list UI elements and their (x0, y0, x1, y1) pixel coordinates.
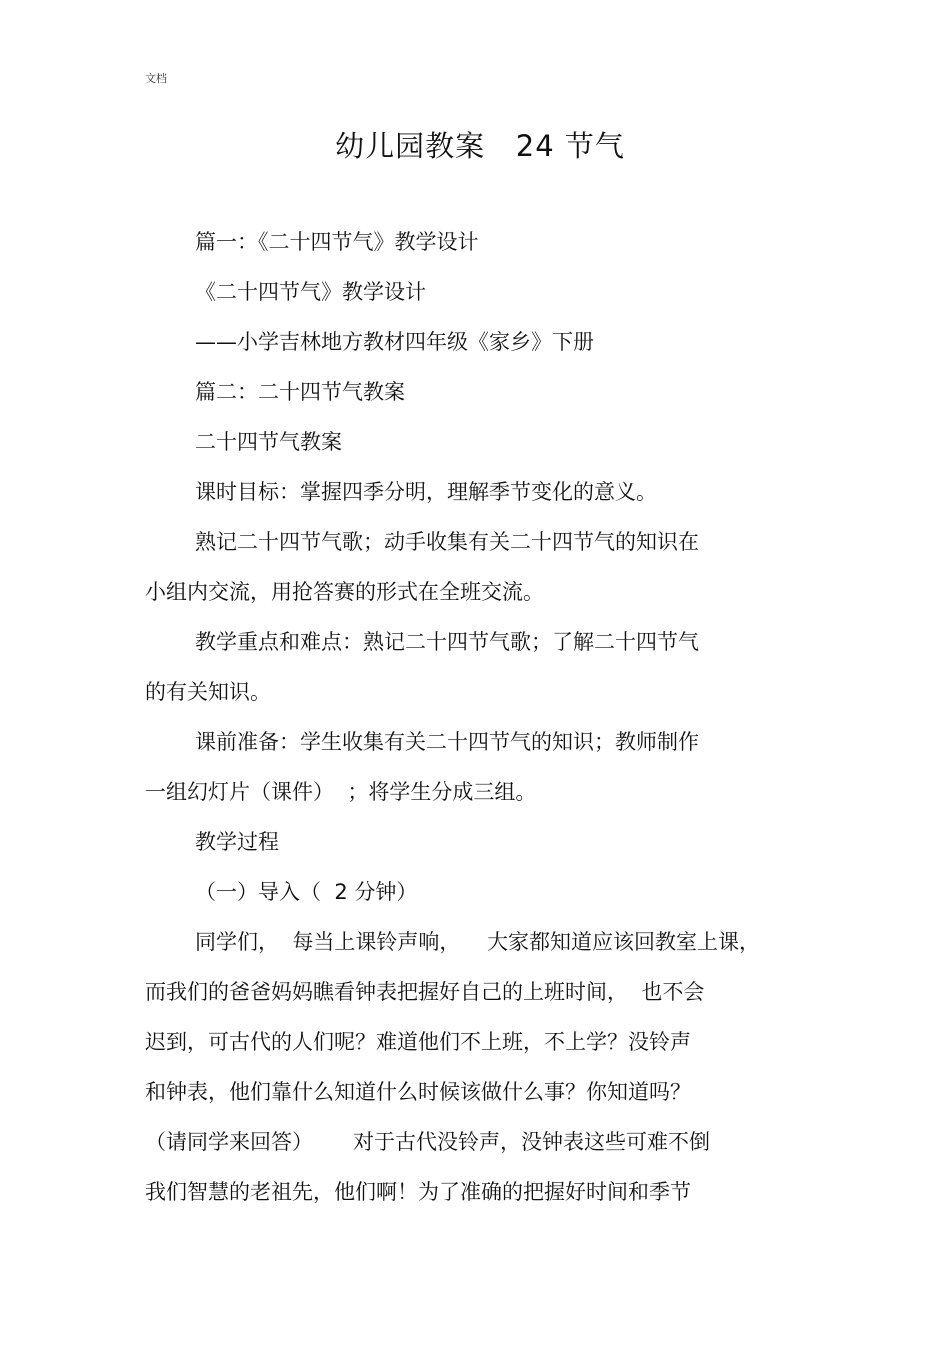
document-title: 幼儿园教案 24 节气 (335, 129, 625, 163)
text-line: （请同学来回答） 对于古代没铃声，没钟表这些可难不倒 (145, 1130, 711, 1154)
text-line: 一组幻灯片（课件） ；将学生分成三组。 (145, 780, 537, 804)
text-line: 和钟表，他们靠什么知道什么时候该做什么事？你知道吗？ (145, 1080, 691, 1104)
text-line: 小组内交流，用抢答赛的形式在全班交流。 (145, 580, 544, 604)
text-line: 教学过程 (195, 830, 279, 854)
text-line: 熟记二十四节气歌；动手收集有关二十四节气的知识在 (195, 530, 699, 554)
text-line: 同学们， 每当上课铃声响， 大家都知道应该回教室上课， (195, 930, 761, 954)
text-line: 迟到，可古代的人们呢？难道他们不上班，不上学？没铃声 (145, 1030, 691, 1054)
text-line: 篇一：《二十四节气》教学设计 (195, 230, 479, 254)
text-line: 二十四节气教案 (195, 430, 342, 454)
text-line: （一）导入（ 2 分钟） (195, 880, 418, 904)
text-line: 篇二：二十四节气教案 (195, 380, 405, 404)
text-line: 课前准备：学生收集有关二十四节气的知识；教师制作 (195, 730, 699, 754)
text-line: 我们智慧的老祖先，他们啊！为了准确的把握好时间和季节 (145, 1180, 691, 1204)
text-line: 《二十四节气》教学设计 (195, 280, 426, 304)
text-line: ——小学吉林地方教材四年级《家乡》下册 (195, 330, 594, 354)
text-line: 的有关知识。 (145, 680, 271, 704)
text-line: 而我们的爸爸妈妈瞧看钟表把握好自己的上班时间， 也不会 (145, 980, 705, 1004)
text-line: 课时目标：掌握四季分明，理解季节变化的意义。 (195, 480, 657, 504)
document-header-label: 文档 (145, 72, 167, 85)
text-line: 教学重点和难点：熟记二十四节气歌；了解二十四节气 (195, 630, 699, 654)
